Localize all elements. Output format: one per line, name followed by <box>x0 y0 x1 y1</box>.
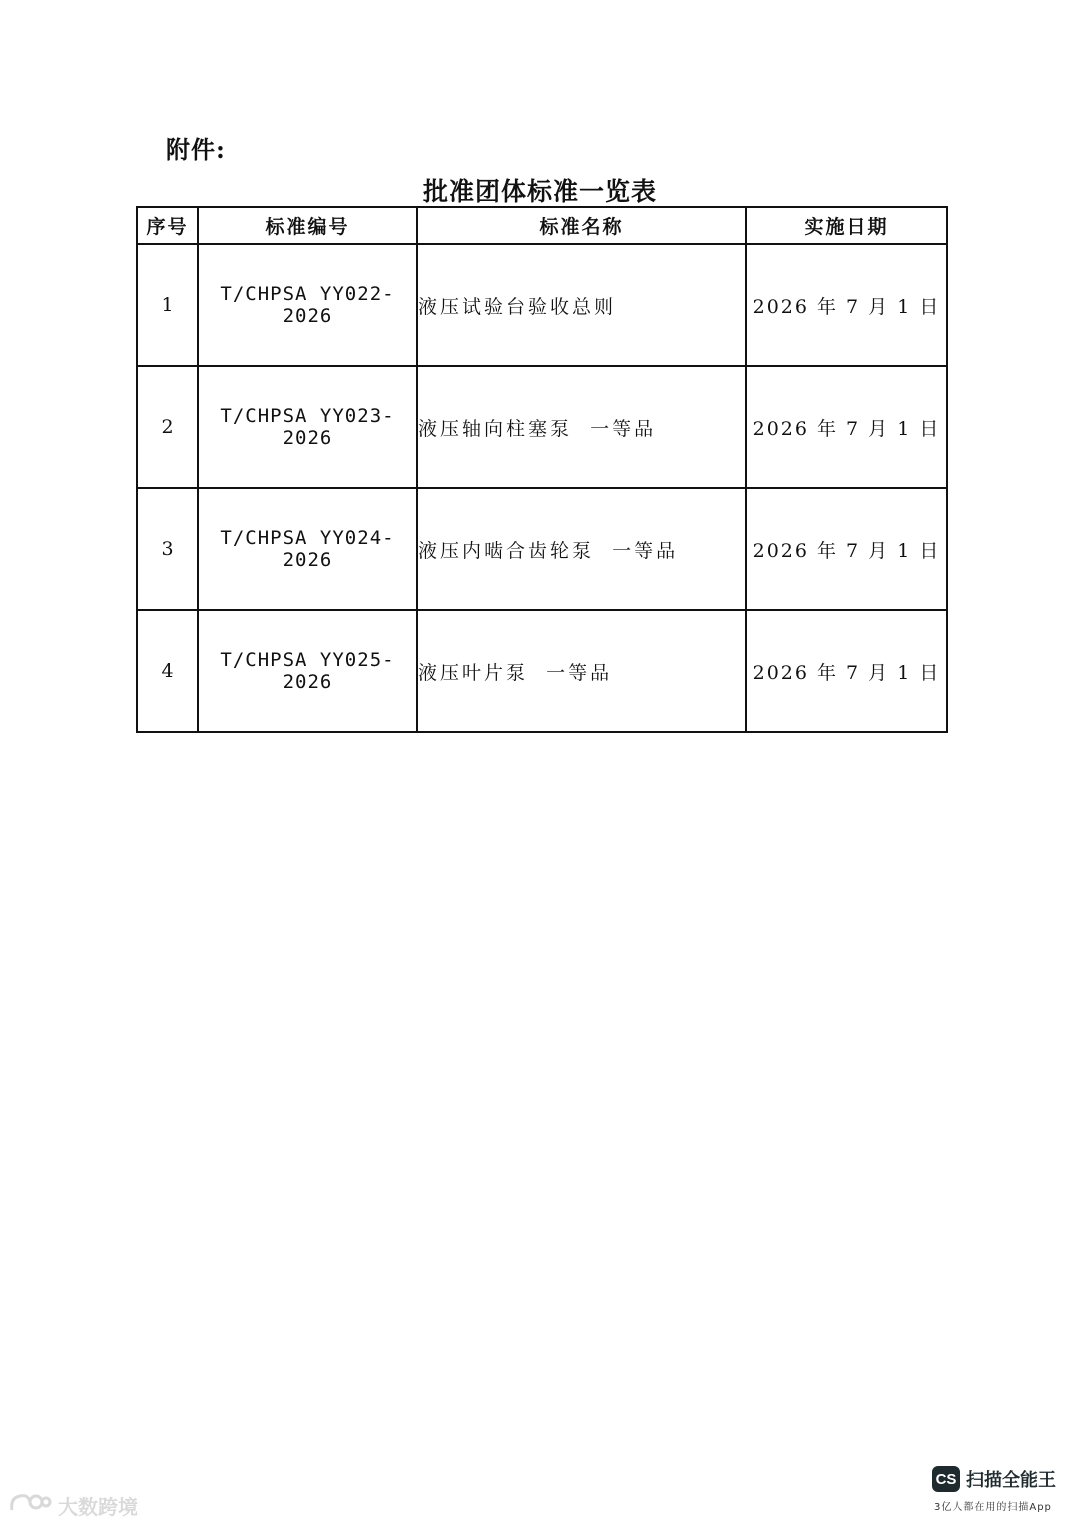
effective-date: 2026 年 7 月 1 日 <box>746 610 947 732</box>
row-number: 4 <box>137 610 198 732</box>
standard-code: T/CHPSA YY024-2026 <box>198 488 417 610</box>
effective-date: 2026 年 7 月 1 日 <box>746 366 947 488</box>
table-row <box>137 244 947 366</box>
table-row <box>137 610 947 732</box>
standard-name: 液压试验台验收总则 <box>417 244 746 366</box>
column-header-no: 序号 <box>137 207 198 244</box>
watermark <box>8 1490 138 1521</box>
camscanner-tagline: 3亿人都在用的扫描App <box>934 1502 1052 1513</box>
column-header-date: 实施日期 <box>746 207 947 244</box>
watermark-logo-icon <box>8 1490 52 1521</box>
camscanner-logo-icon: CS <box>932 1466 960 1492</box>
column-header-name: 标准名称 <box>417 207 746 244</box>
effective-date: 2026 年 7 月 1 日 <box>746 488 947 610</box>
camscanner-app-name: 扫描全能王 <box>966 1470 1056 1491</box>
table-row <box>137 488 947 610</box>
standard-name: 液压叶片泵 一等品 <box>417 610 746 732</box>
watermark-text: 大数跨境 <box>58 1495 138 1519</box>
row-number: 3 <box>137 488 198 610</box>
table-row <box>137 366 947 488</box>
table-header-row <box>137 207 947 244</box>
column-header-code: 标准编号 <box>198 207 417 244</box>
standards-table <box>136 206 948 733</box>
standard-code: T/CHPSA YY023-2026 <box>198 366 417 488</box>
standard-code: T/CHPSA YY022-2026 <box>198 244 417 366</box>
row-number: 1 <box>137 244 198 366</box>
standard-code: T/CHPSA YY025-2026 <box>198 610 417 732</box>
row-number: 2 <box>137 366 198 488</box>
attachment-label: 附件: <box>166 135 226 164</box>
effective-date: 2026 年 7 月 1 日 <box>746 244 947 366</box>
camscanner-badge <box>932 1466 1056 1492</box>
page-title: 批准团体标准一览表 <box>422 177 657 206</box>
standard-name: 液压轴向柱塞泵 一等品 <box>417 366 746 488</box>
standard-name: 液压内啮合齿轮泵 一等品 <box>417 488 746 610</box>
